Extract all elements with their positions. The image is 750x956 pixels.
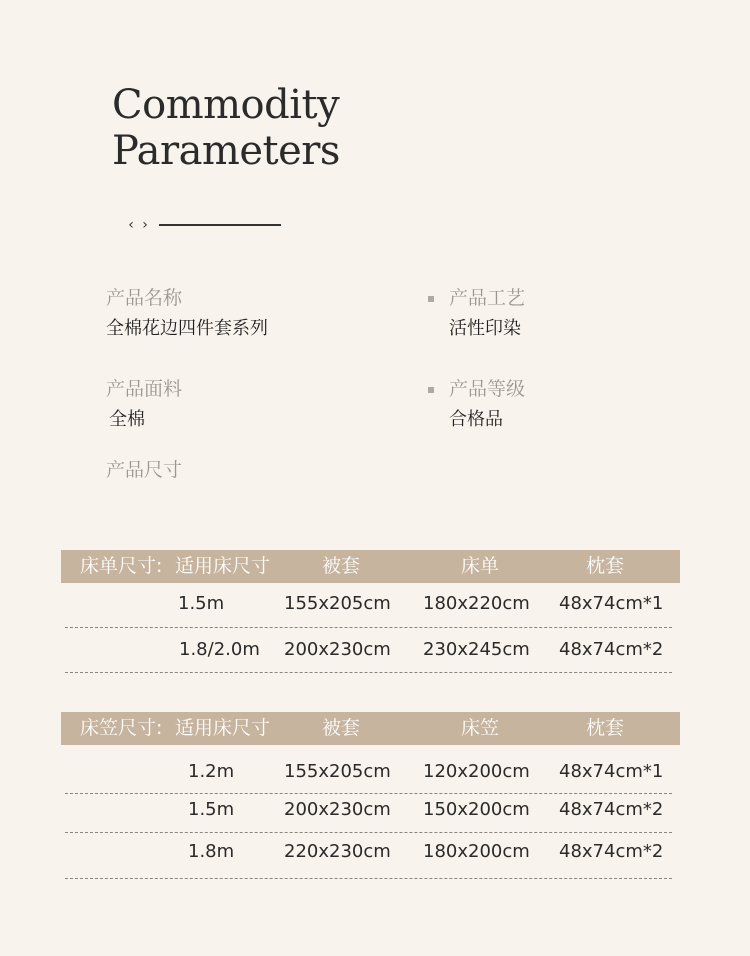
table-cell: 200x230cm [284,639,391,660]
header-cell: 适用床尺寸 [175,717,271,739]
title-line-1: Commodity [112,82,340,128]
table-cell: 48x74cm*1 [559,593,664,614]
table-cell: 1.8m [188,841,235,862]
table-cell: 200x230cm [284,799,391,820]
table-cell: 1.5m [188,799,235,820]
header-cell: 被套 [322,555,361,577]
row-divider [65,878,672,879]
header-cell: 床笠 [461,717,500,739]
table-cell: 155x205cm [284,593,391,614]
header-cell: 床单尺寸: [80,555,163,577]
param-product-size [106,458,182,482]
header-cell: 床笠尺寸: [80,717,163,739]
fitted-sheet-size-table [61,712,680,862]
param-value: 全棉 [109,409,145,430]
row-divider [65,627,672,628]
param-product-fabric [106,377,182,432]
param-label: 产品名称 [106,287,183,309]
table-cell: 48x74cm*2 [559,841,664,862]
header-cell: 适用床尺寸 [175,555,271,577]
table-cell: 180x220cm [423,593,530,614]
param-label: 产品等级 [449,378,526,400]
param-product-grade [449,377,525,432]
param-label: 产品工艺 [449,287,526,309]
row-divider [65,793,672,794]
param-product-name [106,286,268,341]
sheet-size-table [61,550,680,660]
table-header [61,712,680,745]
table-cell: 150x200cm [423,799,530,820]
table-cell: 48x74cm*2 [559,639,664,660]
table-cell: 220x230cm [284,841,391,862]
param-value: 全棉花边四件套系列 [106,318,268,339]
table-cell: 48x74cm*2 [559,799,664,820]
table-cell: 180x200cm [423,841,530,862]
page-title [112,82,340,174]
param-label: 产品面料 [106,378,183,400]
divider-line [159,224,281,226]
table-cell: 1.2m [188,761,235,782]
table-cell: 1.8/2.0m [179,639,260,660]
param-label: 产品尺寸 [106,459,183,481]
title-line-2: Parameters [112,128,340,174]
bullet-icon [428,296,434,302]
header-cell: 枕套 [586,717,625,739]
bullet-icon [428,387,434,393]
param-value: 合格品 [449,409,503,430]
header-cell: 枕套 [586,555,625,577]
param-value: 活性印染 [449,318,521,339]
table-cell: 230x245cm [423,639,530,660]
chevron-right-icon[interactable]: › [142,217,148,233]
table-cell: 48x74cm*1 [559,761,664,782]
carousel-nav [124,216,281,234]
table-cell: 1.5m [178,593,225,614]
table-header [61,550,680,583]
header-cell: 床单 [461,555,500,577]
param-product-craft [449,286,525,341]
chevron-left-icon[interactable]: ‹ [128,217,134,233]
table-cell: 120x200cm [423,761,530,782]
row-divider [65,672,672,673]
table-cell: 155x205cm [284,761,391,782]
header-cell: 被套 [322,717,361,739]
row-divider [65,832,672,833]
